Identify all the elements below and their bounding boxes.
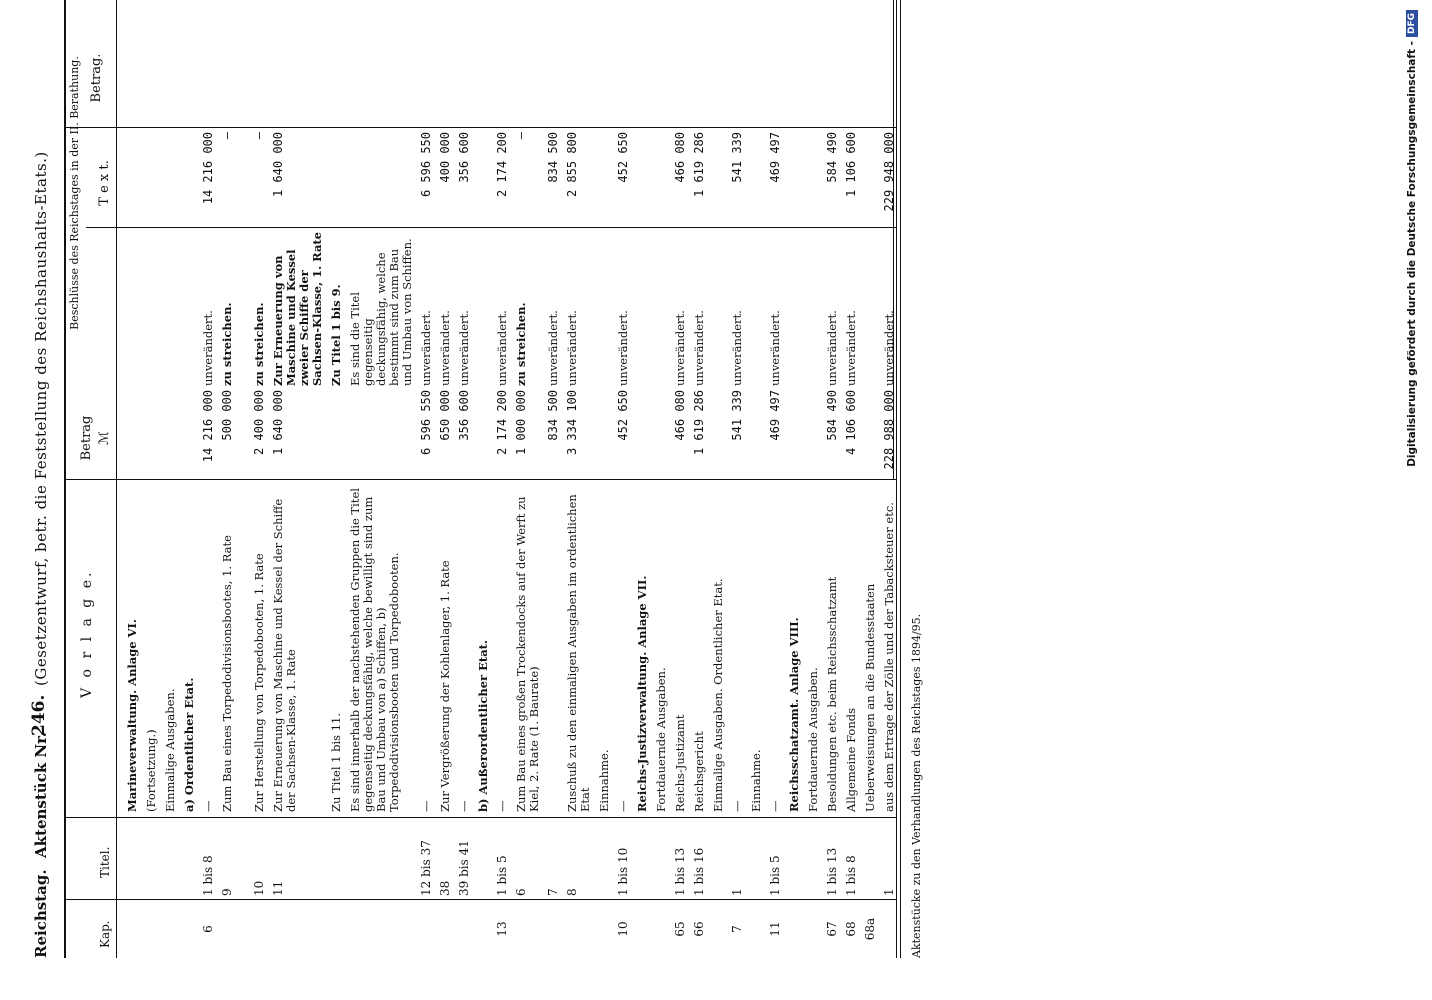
cell-vorlage: — <box>201 800 215 812</box>
cell-betrag: 2 174 200 <box>495 390 509 456</box>
header-title-number: 246. <box>29 694 49 736</box>
cell-betrag2: 584 490 <box>825 132 839 183</box>
cell-betrag2: 14 216 000 <box>201 132 215 205</box>
cell-vorlage: Ueberweisungen an die Bundesstaaten <box>863 583 877 812</box>
cell-betrag2: 1 106 600 <box>844 132 858 198</box>
cell-vorlage: — <box>419 800 433 812</box>
cell-betrag: 4 106 600 <box>844 390 858 456</box>
cell-betrag2: — <box>220 132 234 140</box>
cell-titel: 1 bis 8 <box>844 855 858 896</box>
cell-betrag2: 2 855 800 <box>565 132 579 198</box>
cell-vorlage: — <box>768 800 782 812</box>
cell-vorlage: b) Außerordentlicher Etat. <box>476 640 490 812</box>
digitization-note <box>1400 10 1424 990</box>
cell-betrag: 1 619 286 <box>692 390 706 456</box>
col-header-betrag: Betrag <box>79 415 94 461</box>
cell-vorlage: — <box>616 800 630 812</box>
col-rule-betrag2 <box>64 127 896 128</box>
cell-vorlage: (Fortsetzung.) <box>144 729 158 812</box>
cell-vorlage: Reichsgericht <box>692 731 706 812</box>
cell-text: unverändert. <box>438 310 452 386</box>
digitization-note-text: Digitalisierung gefördert durch die Deutsche Forschungsgemeinschaft - <box>1406 41 1418 467</box>
cell-titel: 9 <box>220 888 234 896</box>
cell-betrag2: 541 339 <box>730 132 744 183</box>
cell-betrag: 584 490 <box>825 390 839 441</box>
cell-vorlage: — <box>457 800 471 812</box>
cell-betrag2: — <box>252 132 266 140</box>
cell-betrag2: 2 174 200 <box>495 132 509 198</box>
cell-vorlage: Einmalige Ausgaben. <box>163 688 177 812</box>
cell-titel: 39 bis 41 <box>457 840 471 896</box>
cell-titel: 1 bis 5 <box>768 855 782 896</box>
cell-betrag: 834 500 <box>546 390 560 441</box>
cell-betrag: 1 640 000 <box>271 390 285 456</box>
cell-kap: 7 <box>730 925 744 933</box>
cell-titel: 1 bis 5 <box>495 855 509 896</box>
cell-betrag2: 229 948 000 <box>882 132 896 212</box>
cell-text: unverändert. <box>730 310 744 386</box>
cell-text: unverändert. <box>457 310 471 386</box>
cell-kap: 13 <box>495 921 509 937</box>
cell-betrag2: 1 640 000 <box>271 132 285 198</box>
cell-text: unverändert. <box>692 310 706 386</box>
cell-vorlage: Zum Bau eines großen Trockendocks auf der Werft zu Kiel, 2. Rate (1. Baurate) <box>514 496 541 812</box>
cell-kap: 11 <box>768 921 782 937</box>
col-rule-betrag <box>64 479 896 480</box>
cell-text: unverändert. <box>844 310 858 386</box>
cell-text: zu streichen. <box>514 302 528 386</box>
cell-text: Zu Titel 1 bis 9. <box>329 284 343 386</box>
total-rule <box>893 0 894 480</box>
cell-vorlage: — <box>730 800 744 812</box>
col-header-titel: Titel. <box>98 846 112 878</box>
cell-titel: 11 <box>271 880 285 896</box>
cell-vorlage: Reichsschatzamt. Anlage VIII. <box>787 617 801 812</box>
cell-vorlage: Zuschuß zu den einmaligen Ausgaben im ordentlichen Etat <box>565 494 592 812</box>
cell-titel: 10 <box>252 880 266 896</box>
cell-text: unverändert. <box>882 310 896 386</box>
cell-vorlage: Allgemeine Fonds <box>844 707 858 812</box>
cell-text: unverändert. <box>825 310 839 386</box>
cell-vorlage: Zu Titel 1 bis 11. <box>329 712 343 812</box>
cell-vorlage: Fortdauernde Ausgaben. <box>654 667 668 812</box>
cell-vorlage: a) Ordentlicher Etat. <box>182 677 196 812</box>
cell-text: zu streichen. <box>220 302 234 386</box>
header-title-prefix: Aktenstück Nr. <box>32 732 50 858</box>
rotated-document-page <box>16 53 1316 998</box>
cell-betrag: 541 339 <box>730 390 744 441</box>
cell-vorlage: Zum Bau eines Torpedodivisionsbootes, 1. Rate <box>220 535 234 812</box>
cell-betrag2: 466 080 <box>673 132 687 183</box>
cell-betrag: 650 000 <box>438 390 452 441</box>
cell-titel: 7 <box>546 888 560 896</box>
cell-betrag: 3 334 100 <box>565 390 579 456</box>
cell-titel: 1 bis 16 <box>692 847 706 896</box>
col-header-vorlage: V o r l a g e. <box>79 569 95 698</box>
dfg-logo: DFG <box>1406 10 1418 37</box>
cell-vorlage: Einnahme. <box>597 749 611 812</box>
cell-kap: 10 <box>616 921 630 937</box>
cell-titel: 1 bis 8 <box>201 855 215 896</box>
cell-betrag2: 452 650 <box>616 132 630 183</box>
cell-text: Es sind die Titel gegenseitig deckungsfähig, welche bestimmt sind zum Bau und Umbau von Schiffen. <box>348 238 414 386</box>
cell-titel: 1 bis 13 <box>673 847 687 896</box>
cell-kap: 68a <box>863 917 877 941</box>
cell-kap: 66 <box>692 921 706 937</box>
cell-vorlage: Zur Vergrößerung der Kohlenlager, 1. Rate <box>438 560 452 812</box>
cell-titel: 38 <box>438 880 452 896</box>
cell-text: unverändert. <box>673 310 687 386</box>
cell-vorlage: Zur Erneuerung von Maschine und Kessel der Schiffe der Sachsen-Klasse, 1. Rate <box>271 498 298 812</box>
col-header-mark: ℳ <box>97 431 112 445</box>
cell-betrag: 466 080 <box>673 390 687 441</box>
cell-vorlage: Fortdauernde Ausgaben. <box>806 667 820 812</box>
cell-vorlage: Zur Herstellung von Torpedobooten, 1. Rate <box>252 553 266 812</box>
cell-text: Zur Erneuerung von Maschine und Kessel zweier Schiffe der Sachsen-Klasse, 1. Rate <box>271 231 324 386</box>
cell-text: unverändert. <box>565 310 579 386</box>
header-title-rest: (Gesetzentwurf, betr. die Feststellung des Reichshaushalts-Etats.) <box>32 151 50 686</box>
cell-betrag: 228 988 000 <box>882 390 896 470</box>
cell-vorlage: — <box>495 800 509 812</box>
cell-betrag: 469 497 <box>768 390 782 441</box>
col-rule-text <box>86 227 896 228</box>
cell-text: unverändert. <box>419 310 433 386</box>
footer-text: Aktenstücke zu den Verhandlungen des Reichstages 1894/95. <box>910 613 923 958</box>
cell-titel: 1 <box>730 888 744 896</box>
cell-vorlage: Reichs-Justizverwaltung. Anlage VII. <box>635 575 649 812</box>
cell-vorlage: Marineverwaltung. Anlage VI. <box>125 619 139 812</box>
cell-betrag2: — <box>514 132 528 140</box>
cell-titel: 1 bis 10 <box>616 847 630 896</box>
header-left: Reichstag. <box>32 869 50 958</box>
cell-betrag: 452 650 <box>616 390 630 441</box>
cell-betrag2: 469 497 <box>768 132 782 183</box>
cell-betrag2: 356 600 <box>457 132 471 183</box>
cell-betrag2: 1 619 286 <box>692 132 706 198</box>
cell-vorlage: Reichs-Justizamt <box>673 714 687 812</box>
cell-betrag: 14 216 000 <box>201 390 215 463</box>
col-header-kap: Kap. <box>98 920 112 948</box>
cell-betrag: 6 596 550 <box>419 390 433 456</box>
cell-titel: 12 bis 37 <box>419 840 433 896</box>
cell-text: unverändert. <box>495 310 509 386</box>
cell-titel: 8 <box>565 888 579 896</box>
cell-betrag2: 834 500 <box>546 132 560 183</box>
cell-kap: 65 <box>673 921 687 937</box>
cell-betrag: 500 000 <box>220 390 234 441</box>
col-rule-titel <box>64 899 896 900</box>
cell-vorlage: Einmalige Ausgaben. Ordentlicher Etat. <box>711 578 725 812</box>
footer-rule <box>900 0 901 958</box>
col-header-text: T e x t. <box>97 160 112 206</box>
cell-vorlage: Einnahme. <box>749 749 763 812</box>
cell-kap: 68 <box>844 921 858 937</box>
cell-vorlage: Besoldungen etc. beim Reichsschatzamt <box>825 576 839 812</box>
cell-text: unverändert. <box>201 310 215 386</box>
cell-text: unverändert. <box>546 310 560 386</box>
cell-betrag2: 6 596 550 <box>419 132 433 198</box>
cell-titel: 1 <box>882 888 896 896</box>
col-header-betrag2: Betrag. <box>89 53 104 103</box>
cell-betrag: 2 400 000 <box>252 390 266 456</box>
table-bottom-rule <box>896 0 897 958</box>
cell-text: unverändert. <box>768 310 782 386</box>
cell-titel: 1 bis 13 <box>825 847 839 896</box>
col-rule-vorlage <box>64 817 896 818</box>
cell-betrag: 356 600 <box>457 390 471 441</box>
col-header-beschluesse: Beschlüsse des Reichstages in der II. Berathung. <box>68 56 81 330</box>
cell-text: unverändert. <box>616 310 630 386</box>
cell-betrag2: 400 000 <box>438 132 452 183</box>
cell-titel: 6 <box>514 888 528 896</box>
cell-kap: 6 <box>201 925 215 933</box>
cell-vorlage: aus dem Ertrage der Zölle und der Tabacksteuer etc. <box>882 502 896 812</box>
cell-vorlage: Es sind innerhalb der nachstehenden Gruppen die Titel gegenseitig deckungsfähig, welche bewilligt sind zum Bau und Umbau von a) Schiffen, b) Torpedodivisionsbooten und Torpedobooten. <box>348 488 401 812</box>
cell-betrag: 1 000 000 <box>514 390 528 456</box>
cell-kap: 67 <box>825 921 839 937</box>
cell-text: zu streichen. <box>252 302 266 386</box>
